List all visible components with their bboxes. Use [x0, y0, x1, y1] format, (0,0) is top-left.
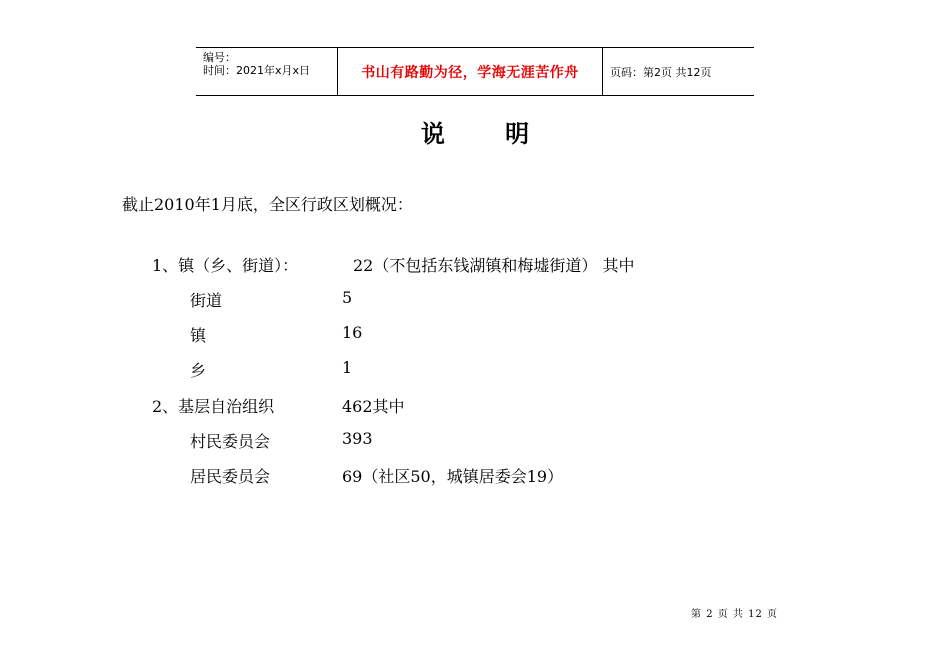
item-town-label: 镇	[190, 326, 207, 345]
header-meta	[196, 48, 338, 95]
item-township-label: 乡	[190, 361, 207, 380]
header-motto: 书山有路勤为径，学海无涯苦作舟	[338, 48, 603, 95]
time-label: 时间：2021年x月x日	[203, 64, 311, 77]
number-label: 编号：	[203, 51, 236, 64]
header-page-code: 页码：第2页 共12页	[610, 65, 712, 79]
item-street-value: 5	[342, 288, 353, 307]
item-1-value: 22（不包括东钱湖镇和梅墟街道） 其中	[353, 256, 635, 275]
page-footer: 第 2 页 共 12 页	[691, 609, 778, 620]
document-title: 说 明	[420, 120, 556, 148]
item-street-label: 街道	[190, 291, 223, 310]
item-2-value: 462其中	[342, 397, 405, 416]
item-village-label: 村民委员会	[190, 432, 271, 451]
item-township-value: 1	[342, 358, 353, 377]
page-header	[196, 47, 754, 96]
item-2-label: 2、基层自治组织	[152, 397, 275, 416]
item-town-value: 16	[342, 323, 363, 342]
intro-text: 截止2010年1月底，全区行政区划概况：	[122, 195, 413, 214]
item-resident-label: 居民委员会	[190, 467, 271, 486]
item-village-value: 393	[342, 429, 373, 448]
item-1-label: 1、镇（乡、街道）：	[152, 256, 299, 275]
item-resident-value: 69（社区50，城镇居委会19）	[342, 467, 564, 486]
